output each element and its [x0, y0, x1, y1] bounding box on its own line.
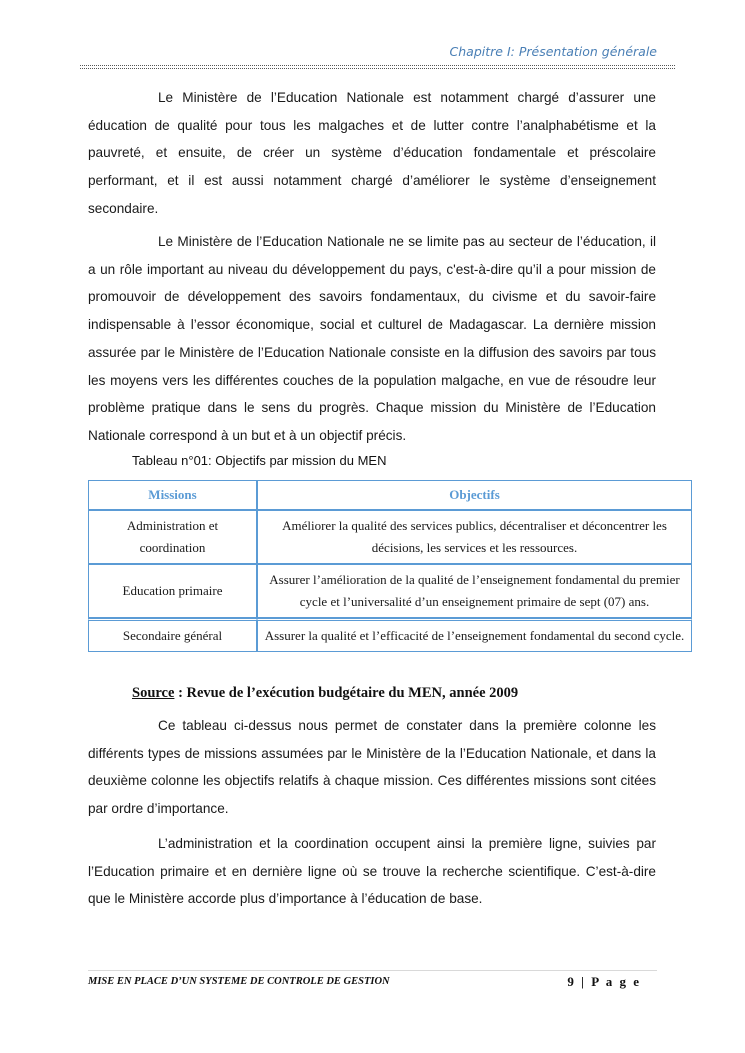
footer-title: MISE EN PLACE D’UN SYSTEME DE CONTROLE DE GESTION	[88, 976, 390, 987]
objectif-cell: Améliorer la qualité des services publics, décentraliser et déconcentrer les décisions, les services et les ressources.	[257, 510, 692, 564]
paragraph-1: Le Ministère de l’Education Nationale est notamment chargé d’assurer une éducation de qualité pour tous les malgaches et de lutter contre l’analphabétisme et la pauvreté, et ensuite, de créer un système d’éducation fondamentale et préscolaire performant, et il est aussi notamment chargé d’améliorer le système d’enseignement secondaire.	[88, 90, 656, 216]
header-objectifs: Objectifs	[257, 480, 692, 510]
objectif-cell: Assurer la qualité et l’efficacité de l’enseignement fondamental du second cycle.	[257, 618, 692, 652]
paragraph-4: L’administration et la coordination occupent ainsi la première ligne, suivies par l’Education primaire et en dernière ligne où se trouve la recherche scientifique. C’est-à-dire que le Ministère accorde plus d’importance à l’éducation de base.	[88, 836, 656, 907]
table-row	[88, 564, 692, 618]
table-row	[88, 510, 692, 564]
mission-cell: Secondaire général	[88, 618, 257, 652]
table-caption: Tableau n°01: Objectifs par mission du MEN	[132, 453, 387, 468]
paragraph-2: Le Ministère de l’Education Nationale ne se limite pas au secteur de l’éducation, il a un rôle important au niveau du développement du pays, c'est-à-dire qu’il a pour mission de promouvoir de développement des savoirs fondamentaux, du civisme et du savoir-faire indispensable à l’essor économique, social et culturel de Madagascar. La dernière mission assurée par le Ministère de l’Education Nationale consiste en la diffusion des savoirs par tous les moyens vers les différentes couches de la population malgache, en vue de résoudre leur problème pratique dans le sens du progrès. Chaque mission du Ministère de l’Education Nationale correspond à un but et à un objectif précis.	[88, 234, 656, 443]
table-source	[132, 685, 518, 702]
header-divider	[80, 65, 675, 69]
table-header-row	[88, 480, 692, 510]
table-row	[88, 618, 692, 652]
mission-cell: Administration et coordination	[88, 510, 257, 564]
chapter-header: Chapitre I: Présentation générale	[449, 44, 657, 59]
paragraph-3: Ce tableau ci-dessus nous permet de constater dans la première colonne les différents types de missions assumées par le Ministère de la l’Education Nationale, et dans la deuxième colonne les objectifs relatifs à chaque mission. Ces différentes missions sont citées par ordre d’importance.	[88, 718, 656, 817]
objectives-table	[88, 480, 692, 652]
page-number: 9 | P a g e	[567, 974, 641, 989]
header-missions: Missions	[88, 480, 257, 510]
footer-divider	[88, 970, 657, 971]
mission-cell: Education primaire	[88, 564, 257, 618]
source-text: : Revue de l’exécution budgétaire du MEN, année 2009	[174, 685, 519, 701]
source-label: Source	[132, 685, 175, 701]
objectif-cell: Assurer l’amélioration de la qualité de l’enseignement fondamental du premier cycle et l’universalité d’un enseignement primaire de sept (07) ans.	[257, 564, 692, 618]
